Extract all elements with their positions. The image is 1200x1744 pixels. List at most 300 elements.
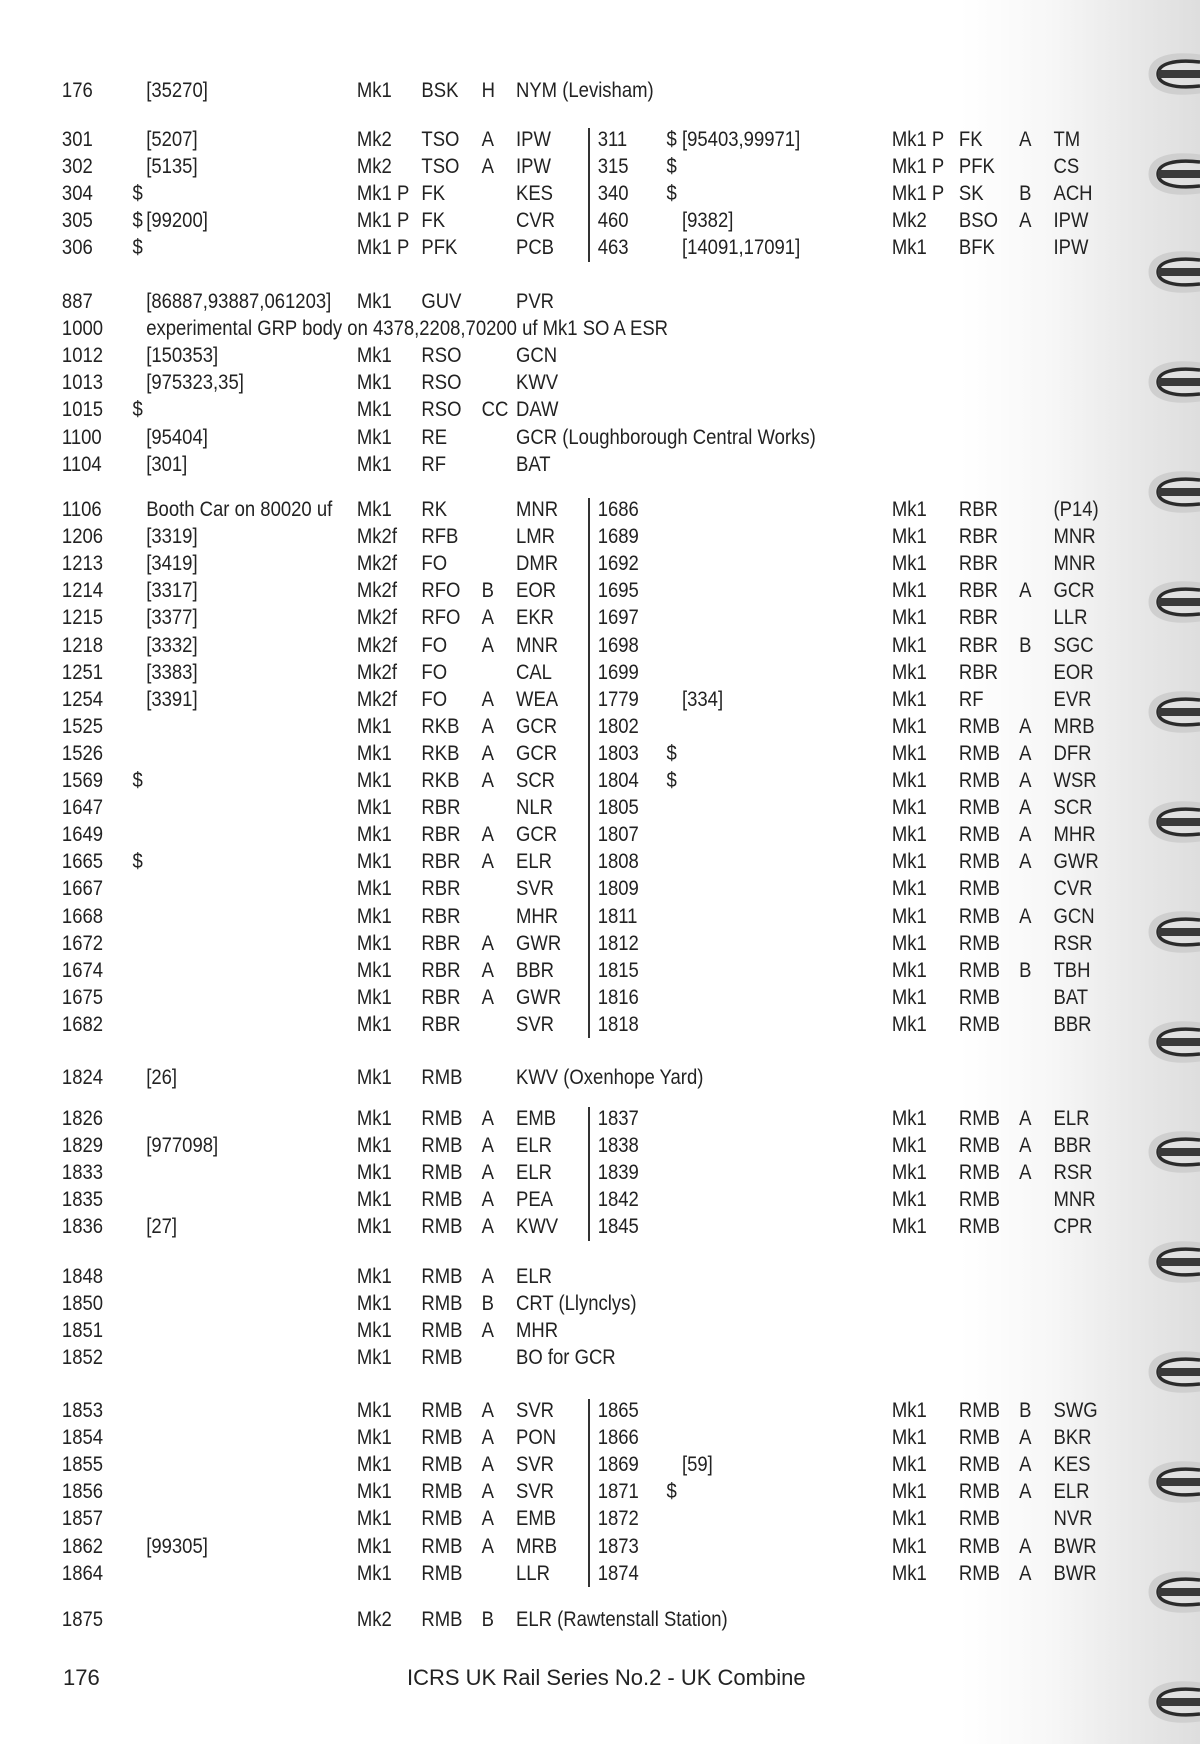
listing-row — [0, 957, 1091, 984]
right-mark: Mk1 — [891, 957, 927, 982]
previous-numbers: [5135] — [146, 154, 198, 179]
location: LMR — [516, 524, 556, 549]
coach-type: RF — [421, 451, 447, 476]
right-mark: Mk1 — [891, 578, 927, 603]
right-coach-number: 1838 — [597, 1133, 639, 1158]
coach-type: RKB — [421, 713, 460, 738]
right-mark: Mk1 — [891, 551, 927, 576]
location: PON — [516, 1425, 557, 1450]
listing-row — [0, 234, 1089, 261]
coach-number: 1824 — [61, 1065, 104, 1089]
coach-type: RMB — [421, 1533, 463, 1558]
right-location: SWG — [1053, 1398, 1098, 1422]
location: CVR — [516, 208, 556, 233]
listing-row — [0, 767, 1097, 794]
right-coach-type: RMB — [958, 1533, 1000, 1558]
right-location: RSR — [1053, 1160, 1093, 1185]
listing-row — [0, 207, 1089, 234]
right-coach-type: RBR — [958, 524, 998, 549]
spiral-ring-icon — [1130, 690, 1200, 734]
coach-type: RBR — [421, 957, 461, 982]
right-location: KES — [1053, 1452, 1091, 1477]
spiral-ring-icon — [1130, 580, 1200, 624]
mark: Mk2f — [356, 551, 397, 576]
right-location: ACH — [1053, 181, 1093, 206]
coach-type: RMB — [421, 1187, 463, 1212]
mark: Mk1 — [356, 957, 392, 982]
coach-type: RMB — [421, 1160, 463, 1185]
category: A — [481, 849, 494, 874]
right-coach-type: RBR — [958, 578, 998, 603]
listing-row — [0, 604, 1088, 631]
mark: Mk2 — [356, 127, 392, 151]
coach-number: 1826 — [61, 1106, 104, 1130]
right-coach-number: 1695 — [597, 578, 639, 603]
right-coach-type: RMB — [958, 930, 1000, 955]
right-coach-type: RMB — [958, 1106, 1000, 1130]
right-category: B — [1019, 632, 1032, 657]
coach-number: 1851 — [61, 1318, 104, 1343]
coach-number: 1836 — [61, 1214, 104, 1239]
coach-type: RMB — [421, 1560, 463, 1585]
listing-row — [0, 396, 980, 423]
mark: Mk1 — [356, 1214, 392, 1239]
listing-row — [0, 632, 1094, 659]
location: GCR (Loughborough Central Works) — [516, 424, 816, 449]
right-coach-type: RMB — [958, 1452, 1000, 1477]
right-coach-number: 1779 — [597, 686, 639, 711]
right-previous-numbers: [59] — [681, 1452, 713, 1477]
dollar-marker: $ — [132, 768, 143, 792]
right-coach-number: 1837 — [597, 1106, 639, 1130]
mark: Mk1 — [356, 451, 392, 476]
category: A — [481, 984, 494, 1009]
listing-row — [0, 1290, 980, 1317]
category: B — [481, 1607, 494, 1631]
coach-number: 176 — [61, 78, 93, 102]
listing-row — [0, 1560, 1097, 1587]
listing-row — [0, 288, 980, 315]
coach-number: 1875 — [61, 1607, 104, 1631]
coach-type: TSO — [421, 127, 460, 151]
location: WEA — [516, 686, 559, 711]
right-coach-number: 1811 — [597, 903, 638, 928]
right-coach-type: RMB — [958, 903, 1000, 928]
listing-row — [0, 1478, 1090, 1505]
right-location: BWR — [1053, 1560, 1097, 1585]
previous-numbers: [3419] — [146, 551, 198, 576]
right-location: ELR — [1053, 1106, 1090, 1130]
location: DMR — [516, 551, 559, 576]
location: NYM (Levisham) — [516, 78, 654, 102]
mark: Mk2f — [356, 632, 397, 657]
column-divider — [588, 1107, 590, 1241]
coach-type: RBR — [421, 930, 461, 955]
location: NLR — [516, 795, 553, 820]
category: A — [481, 1264, 494, 1288]
right-mark: Mk1 — [891, 822, 927, 847]
mark: Mk1 — [356, 370, 392, 395]
right-coach-type: RBR — [958, 497, 998, 521]
location: SVR — [516, 1452, 555, 1477]
right-category: A — [1019, 822, 1032, 847]
coach-number: 1667 — [61, 876, 104, 901]
right-coach-number: 1805 — [597, 795, 639, 820]
coach-type: RMB — [421, 1214, 463, 1239]
mark: Mk1 — [356, 1479, 392, 1504]
right-coach-type: RMB — [958, 876, 1000, 901]
right-category: A — [1019, 578, 1032, 603]
right-mark: Mk1 — [891, 1533, 927, 1558]
location: MRB — [516, 1533, 558, 1558]
right-coach-number: 1809 — [597, 876, 639, 901]
right-category: A — [1019, 127, 1032, 151]
listing-row — [0, 1064, 980, 1091]
location: DAW — [516, 397, 559, 422]
right-coach-number: 1818 — [597, 1011, 639, 1036]
right-coach-type: RMB — [958, 1214, 1000, 1239]
right-location: MNR — [1053, 551, 1096, 576]
mark: Mk1 — [356, 849, 392, 874]
right-location: BBR — [1053, 1133, 1092, 1158]
spiral-ring-icon — [1130, 1020, 1200, 1064]
mark: Mk1 P — [356, 235, 410, 260]
location: SCR — [516, 768, 556, 792]
right-category: A — [1019, 795, 1032, 820]
right-coach-number: 1865 — [597, 1398, 639, 1422]
right-location: MHR — [1053, 822, 1096, 847]
coach-number: 1104 — [61, 451, 102, 476]
right-coach-number: 1692 — [597, 551, 639, 576]
category: A — [481, 822, 494, 847]
coach-number: 1682 — [61, 1011, 104, 1036]
coach-number: 301 — [61, 127, 93, 151]
right-mark: Mk1 P — [891, 154, 945, 179]
right-coach-number: 1812 — [597, 930, 639, 955]
coach-number: 1013 — [61, 370, 104, 395]
right-location: GCR — [1053, 578, 1095, 603]
coach-number: 1833 — [61, 1160, 104, 1185]
coach-number: 1525 — [61, 713, 104, 738]
right-category: A — [1019, 1133, 1032, 1158]
mark: Mk1 — [356, 768, 392, 792]
right-category: A — [1019, 1533, 1032, 1558]
mark: Mk1 — [356, 876, 392, 901]
coach-type: BSK — [421, 78, 459, 102]
coach-type: FO — [421, 686, 448, 711]
coach-number: 1214 — [61, 578, 104, 603]
previous-numbers: [26] — [146, 1065, 178, 1089]
location: ELR (Rawtenstall Station) — [516, 1607, 728, 1631]
mark: Mk1 — [356, 1291, 392, 1316]
category: A — [481, 740, 494, 765]
right-mark: Mk1 — [891, 876, 927, 901]
coach-type: RSO — [421, 370, 462, 395]
coach-type: RFB — [421, 524, 459, 549]
right-mark: Mk1 — [891, 1160, 927, 1185]
coach-type: RMB — [421, 1291, 463, 1316]
mark: Mk2f — [356, 686, 397, 711]
coach-type: RFO — [421, 578, 461, 603]
mark: Mk1 — [356, 1560, 392, 1585]
coach-number: 1015 — [61, 397, 104, 422]
spiral-ring-icon — [1130, 152, 1200, 196]
right-coach-number: 1804 — [597, 768, 639, 792]
listing-row — [0, 180, 1093, 207]
listing-row — [0, 1424, 1092, 1451]
listing-row — [0, 1263, 980, 1290]
coach-number: 1853 — [61, 1398, 104, 1422]
right-category: A — [1019, 903, 1032, 928]
listing-row — [0, 1317, 980, 1344]
right-dollar-marker: $ — [666, 768, 677, 792]
right-coach-type: RMB — [958, 768, 1000, 792]
location: KES — [516, 181, 554, 206]
listing-row — [0, 1505, 1093, 1532]
location: BO for GCR — [516, 1345, 616, 1370]
coach-number: 1675 — [61, 984, 104, 1009]
location: MHR — [516, 1318, 559, 1343]
spiral-ring-icon — [1130, 1570, 1200, 1614]
right-category: A — [1019, 1560, 1032, 1585]
right-mark: Mk2 — [891, 208, 927, 233]
coach-number: 1526 — [61, 740, 104, 765]
right-coach-number: 340 — [597, 181, 629, 206]
location: KWV — [516, 370, 559, 395]
listing-row — [0, 342, 980, 369]
right-coach-number: 1873 — [597, 1533, 639, 1558]
coach-number: 1856 — [61, 1479, 104, 1504]
coach-number: 1206 — [61, 524, 104, 549]
location: ELR — [516, 849, 552, 874]
right-location: CPR — [1053, 1214, 1093, 1239]
right-coach-number: 1869 — [597, 1452, 639, 1477]
coach-type: PFK — [421, 235, 458, 260]
right-category: A — [1019, 849, 1032, 874]
listing-row — [0, 903, 1095, 930]
coach-number: 1672 — [61, 930, 104, 955]
coach-number: 1854 — [61, 1425, 104, 1450]
right-category: A — [1019, 1106, 1032, 1130]
coach-number: 1862 — [61, 1533, 104, 1558]
previous-numbers: [5207] — [146, 127, 198, 151]
listing-row — [0, 713, 1095, 740]
right-mark: Mk1 — [891, 1106, 927, 1130]
mark: Mk1 — [356, 424, 392, 449]
right-location: WSR — [1053, 768, 1097, 792]
coach-number: 1100 — [61, 424, 102, 449]
column-divider — [588, 498, 590, 1038]
right-coach-type: RMB — [958, 1398, 1000, 1422]
right-location: IPW — [1053, 208, 1089, 233]
right-mark: Mk1 — [891, 686, 927, 711]
mark: Mk1 — [356, 1318, 392, 1343]
right-category: A — [1019, 713, 1032, 738]
right-coach-number: 1802 — [597, 713, 639, 738]
right-mark: Mk1 P — [891, 127, 945, 151]
location: LLR — [516, 1560, 550, 1585]
right-coach-type: RMB — [958, 1011, 1000, 1036]
right-coach-type: BFK — [958, 235, 995, 260]
right-category: A — [1019, 1479, 1032, 1504]
right-mark: Mk1 — [891, 1425, 927, 1450]
right-coach-number: 1686 — [597, 497, 639, 521]
right-category: A — [1019, 208, 1032, 233]
coach-type: RMB — [421, 1452, 463, 1477]
location: SVR — [516, 1398, 555, 1422]
right-coach-type: RMB — [958, 1506, 1000, 1531]
mark: Mk1 — [356, 1011, 392, 1036]
category: A — [481, 1187, 494, 1212]
right-coach-type: FK — [958, 127, 983, 151]
right-location: DFR — [1053, 740, 1092, 765]
coach-number: 1254 — [61, 686, 104, 711]
right-mark: Mk1 — [891, 1133, 927, 1158]
previous-numbers: [3317] — [146, 578, 198, 603]
coach-type: RMB — [421, 1398, 463, 1422]
location: GCR — [516, 822, 558, 847]
mark: Mk1 — [356, 1533, 392, 1558]
right-location: LLR — [1053, 605, 1088, 630]
mark: Mk1 — [356, 713, 392, 738]
coach-type: RBR — [421, 984, 461, 1009]
mark: Mk1 — [356, 1264, 392, 1288]
right-coach-type: RMB — [958, 1425, 1000, 1450]
right-mark: Mk1 — [891, 1479, 927, 1504]
coach-type: RBR — [421, 876, 461, 901]
listing-row — [0, 1344, 980, 1371]
listing-row — [0, 930, 1093, 957]
location: EMB — [516, 1106, 557, 1130]
right-coach-type: RMB — [958, 1187, 1000, 1212]
coach-type: RBR — [421, 1011, 461, 1036]
full-description: experimental GRP body on 4378,2208,70200 uf Mk1 SO A ESR — [146, 316, 669, 341]
right-coach-number: 1845 — [597, 1214, 639, 1239]
spiral-ring-icon — [1130, 1680, 1200, 1724]
right-mark: Mk1 — [891, 930, 927, 955]
category: A — [481, 1506, 494, 1531]
right-location: BKR — [1053, 1425, 1092, 1450]
right-location: TM — [1053, 127, 1081, 151]
location: MHR — [516, 903, 559, 928]
right-coach-type: RMB — [958, 822, 1000, 847]
right-location: BWR — [1053, 1533, 1097, 1558]
right-previous-numbers: [9382] — [681, 208, 734, 233]
right-coach-number: 1874 — [597, 1560, 639, 1585]
mark: Mk1 — [356, 1065, 392, 1089]
mark: Mk2f — [356, 605, 397, 630]
right-location: RSR — [1053, 930, 1093, 955]
right-coach-type: BSO — [958, 208, 998, 233]
listing-row — [0, 451, 980, 478]
mark: Mk1 — [356, 1506, 392, 1531]
location: KWV — [516, 1214, 559, 1239]
listing-row — [0, 424, 980, 451]
category: A — [481, 1452, 494, 1477]
column-divider — [588, 128, 590, 262]
location: MNR — [516, 497, 559, 521]
listing-row — [0, 126, 1081, 153]
coach-number: 1647 — [61, 795, 104, 820]
right-coach-number: 315 — [597, 154, 629, 179]
mark: Mk1 — [356, 397, 392, 422]
coach-type: RMB — [421, 1479, 463, 1504]
right-coach-type: RMB — [958, 1479, 1000, 1504]
right-category: B — [1019, 1398, 1032, 1422]
mark: Mk1 — [356, 740, 392, 765]
right-coach-type: PFK — [958, 154, 995, 179]
right-mark: Mk1 — [891, 235, 927, 260]
coach-type: RE — [421, 424, 448, 449]
coach-number: 305 — [61, 208, 93, 233]
category: A — [481, 127, 494, 151]
mark: Mk1 — [356, 1160, 392, 1185]
coach-type: RMB — [421, 1065, 463, 1089]
listing-row — [0, 984, 1089, 1011]
listing-row — [0, 369, 980, 396]
dollar-marker: $ — [132, 208, 143, 233]
category: A — [481, 713, 494, 738]
right-location: (P14) — [1053, 497, 1099, 521]
coach-number: 1857 — [61, 1506, 104, 1531]
listing-row — [0, 1159, 1093, 1186]
listing-row — [0, 1533, 1097, 1560]
coach-type: FO — [421, 632, 448, 657]
right-coach-number: 1872 — [597, 1506, 639, 1531]
spiral-ring-icon — [1130, 360, 1200, 404]
category: B — [481, 578, 494, 603]
right-mark: Mk1 — [891, 524, 927, 549]
location: ELR — [516, 1133, 552, 1158]
listing-row — [0, 577, 1095, 604]
right-location: CVR — [1053, 876, 1093, 901]
right-coach-type: RMB — [958, 957, 1000, 982]
previous-numbers: [3319] — [146, 524, 198, 549]
category: A — [481, 154, 494, 179]
location: GCR — [516, 740, 558, 765]
previous-numbers: [150353] — [146, 343, 219, 368]
right-coach-number: 463 — [597, 235, 629, 260]
right-location: MRB — [1053, 713, 1095, 738]
listing-row — [0, 77, 980, 104]
location: IPW — [516, 127, 551, 151]
mark: Mk1 — [356, 1187, 392, 1212]
previous-numbers: Booth Car on 80020 uf — [146, 497, 333, 521]
mark: Mk1 P — [356, 181, 410, 206]
location: CAL — [516, 659, 552, 684]
right-dollar-marker: $ — [666, 181, 677, 206]
right-coach-type: RMB — [958, 795, 1000, 820]
coach-number: 1668 — [61, 903, 104, 928]
right-mark: Mk1 — [891, 632, 927, 657]
right-coach-type: RMB — [958, 1133, 1000, 1158]
location: PVR — [516, 289, 555, 313]
coach-type: RBR — [421, 822, 461, 847]
previous-numbers: [35270] — [146, 78, 208, 102]
coach-type: FK — [421, 181, 446, 206]
coach-type: RKB — [421, 740, 460, 765]
coach-number: 306 — [61, 235, 93, 260]
spiral-ring-icon — [1130, 1460, 1200, 1504]
right-location: CS — [1053, 154, 1080, 179]
previous-numbers: [3383] — [146, 659, 198, 684]
dollar-marker: $ — [132, 181, 143, 206]
right-mark: Mk1 — [891, 605, 927, 630]
right-mark: Mk1 — [891, 1214, 927, 1239]
right-mark: Mk1 — [891, 1452, 927, 1477]
previous-numbers: [3377] — [146, 605, 198, 630]
mark: Mk2f — [356, 524, 397, 549]
